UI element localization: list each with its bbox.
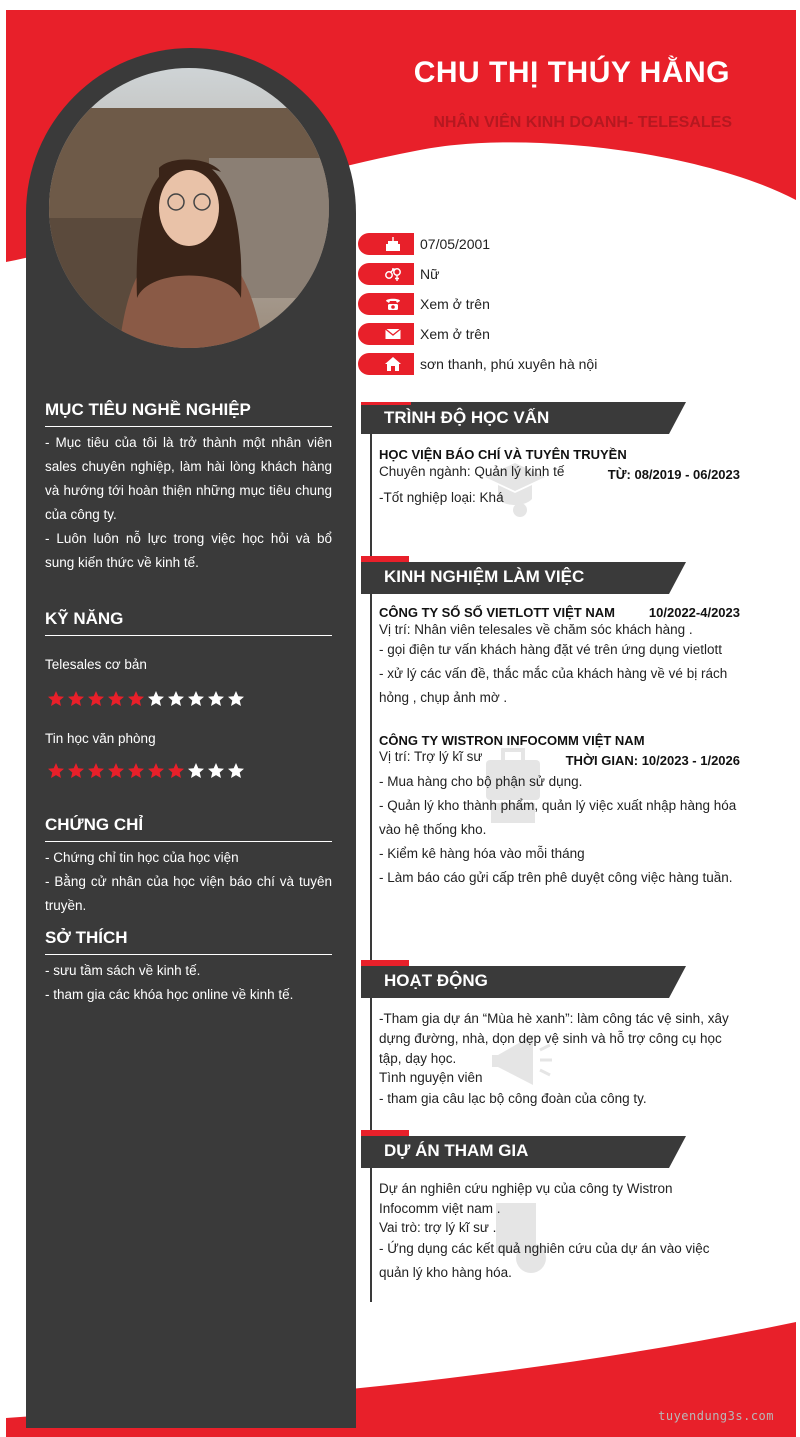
star-filled-icon bbox=[107, 690, 125, 708]
star-empty-icon bbox=[187, 762, 205, 780]
star-filled-icon bbox=[67, 762, 85, 780]
job-period: THỜI GIAN: 10/2023 - 1/2026 bbox=[565, 753, 740, 768]
project-line: Dự án nghiên cứu nghiệp vụ của công ty Wistron Infocomm việt nam . bbox=[379, 1181, 673, 1216]
star-filled-icon bbox=[87, 690, 105, 708]
home-icon bbox=[384, 356, 402, 372]
certificate-line: - Bằng cử nhân của học viện báo chí và tuyên truyền. bbox=[45, 874, 332, 913]
hobbies-title: SỞ THÍCH bbox=[45, 928, 332, 955]
contact-address bbox=[358, 350, 778, 380]
cake-icon bbox=[384, 236, 402, 252]
section-title: DỰ ÁN THAM GIA bbox=[384, 1141, 529, 1160]
star-empty-icon bbox=[227, 690, 245, 708]
education-grade: -Tốt nghiệp loại: Khá bbox=[379, 490, 504, 505]
star-filled-icon bbox=[127, 690, 145, 708]
section-title: TRÌNH ĐỘ HỌC VẤN bbox=[384, 408, 550, 427]
job-duties bbox=[379, 770, 745, 890]
contact-email bbox=[358, 320, 778, 350]
skill-rating bbox=[47, 762, 245, 780]
section-experience-header bbox=[361, 556, 686, 588]
job-duty-line: - xử lý các vấn đề, thắc mắc của khách hàng về vé bị rách hỏng , chụp ảnh mờ . bbox=[379, 666, 728, 705]
contact-value: Xem ở trên bbox=[420, 296, 490, 312]
job-company: CÔNG TY SỔ SỐ VIETLOTT VIỆT NAM bbox=[379, 605, 615, 620]
skill-name: Telesales cơ bản bbox=[45, 657, 147, 672]
contact-phone bbox=[358, 290, 778, 320]
timeline-line bbox=[370, 412, 372, 1302]
job-duty-line: - Quản lý kho thành phẩm, quản lý việc xuất nhập hàng hóa vào hệ thống kho. bbox=[379, 798, 737, 837]
objective-title: MỤC TIÊU NGHỀ NGHIỆP bbox=[45, 400, 332, 427]
contact-gender bbox=[358, 260, 778, 290]
projects-text bbox=[379, 1179, 719, 1285]
contact-value: Nữ bbox=[420, 266, 440, 282]
gender-icon bbox=[384, 266, 402, 282]
project-line: - Ứng dụng các kết quả nghiên cứu của dự án vào việc quản lý kho hàng hóa. bbox=[379, 1241, 710, 1280]
section-title: KINH NGHIỆM LÀM VIỆC bbox=[384, 567, 585, 586]
section-projects-header bbox=[361, 1130, 686, 1162]
section-education-header bbox=[361, 402, 686, 434]
activity-line: - tham gia câu lạc bộ công đoàn của công ty. bbox=[379, 1091, 647, 1106]
section-title: HOẠT ĐỘNG bbox=[384, 971, 488, 990]
phone-icon bbox=[384, 296, 402, 312]
job-period: 10/2022-4/2023 bbox=[648, 605, 740, 620]
star-empty-icon bbox=[147, 690, 165, 708]
objective-text bbox=[45, 431, 332, 575]
star-filled-icon bbox=[147, 762, 165, 780]
job-duty-line: - Mua hàng cho bộ phận sử dụng. bbox=[379, 774, 583, 789]
star-filled-icon bbox=[87, 762, 105, 780]
skill-name: Tin học văn phòng bbox=[45, 731, 156, 746]
contact-value: Xem ở trên bbox=[420, 326, 490, 342]
job-title: NHÂN VIÊN KINH DOANH- TELESALES bbox=[433, 114, 732, 131]
education-school: HỌC VIỆN BÁO CHÍ VÀ TUYÊN TRUYỀN bbox=[379, 447, 627, 462]
star-filled-icon bbox=[127, 762, 145, 780]
contact-list bbox=[358, 230, 778, 380]
star-empty-icon bbox=[187, 690, 205, 708]
candidate-name: CHU THỊ THÚY HẰNG bbox=[413, 56, 730, 89]
certificates-text bbox=[45, 846, 332, 918]
star-filled-icon bbox=[47, 762, 65, 780]
job-position: Vị trí: Nhân viên telesales về chăm sóc khách hàng . bbox=[379, 622, 693, 637]
footer-site: tuyendung3s.com bbox=[658, 1409, 774, 1423]
star-empty-icon bbox=[227, 762, 245, 780]
job-duty-line: - gọi điện tư vấn khách hàng đặt vé trên ứng dụng vietlott bbox=[379, 642, 723, 657]
certificate-line: - Chứng chỉ tin học của học viện bbox=[45, 850, 239, 865]
job-duty-line: - Làm báo cáo gửi cấp trên phê duyệt công việc hàng tuần. bbox=[379, 870, 733, 885]
activities-text bbox=[379, 1009, 745, 1109]
star-empty-icon bbox=[207, 762, 225, 780]
education-major: Chuyên ngành: Quản lý kinh tế bbox=[379, 464, 565, 479]
skills-title: KỸ NĂNG bbox=[45, 609, 332, 636]
hobby-line: - sưu tầm sách về kinh tế. bbox=[45, 963, 201, 978]
star-filled-icon bbox=[167, 762, 185, 780]
star-empty-icon bbox=[207, 690, 225, 708]
job-duty-line: - Kiểm kê hàng hóa vào mỗi tháng bbox=[379, 846, 585, 861]
star-filled-icon bbox=[67, 690, 85, 708]
skill-rating bbox=[47, 690, 245, 708]
contact-value: sơn thanh, phú xuyên hà nội bbox=[420, 356, 598, 372]
hobbies-text bbox=[45, 959, 332, 1007]
star-filled-icon bbox=[107, 762, 125, 780]
contact-birthday bbox=[358, 230, 778, 260]
job-company: CÔNG TY WISTRON INFOCOMM VIỆT NAM bbox=[379, 733, 645, 748]
hobby-line: - tham gia các khóa học online về kinh tế. bbox=[45, 987, 294, 1002]
star-empty-icon bbox=[167, 690, 185, 708]
activity-line: Tình nguyện viên bbox=[379, 1070, 483, 1085]
contact-value: 07/05/2001 bbox=[420, 236, 491, 252]
section-activities-header bbox=[361, 960, 686, 992]
avatar bbox=[49, 68, 329, 348]
certificates-title: CHỨNG CHỈ bbox=[45, 815, 332, 842]
education-period: TỪ: 08/2019 - 06/2023 bbox=[607, 467, 740, 482]
star-filled-icon bbox=[47, 690, 65, 708]
job-duties bbox=[379, 638, 745, 710]
objective-line: - Luôn luôn nỗ lực trong việc học hỏi và bổ sung kiến thức về kinh tế. bbox=[45, 531, 332, 570]
activity-line: -Tham gia dự án “Mùa hè xanh”: làm công tác vệ sinh, xây dựng đường, nhà, dọn dẹp vệ sinh và hỗ trợ công cụ học tập, dạy học. bbox=[379, 1011, 729, 1066]
objective-line: - Mục tiêu của tôi là trở thành một nhân viên sales chuyên nghiệp, làm hài lòng khách hàng và hướng tới hoàn thiện những mục tiêu chung của công ty. bbox=[45, 435, 332, 522]
job-position: Vị trí: Trợ lý kĩ sư bbox=[379, 749, 483, 764]
project-line: Vai trò: trợ lý kĩ sư . bbox=[379, 1220, 497, 1235]
mail-icon bbox=[384, 326, 402, 342]
